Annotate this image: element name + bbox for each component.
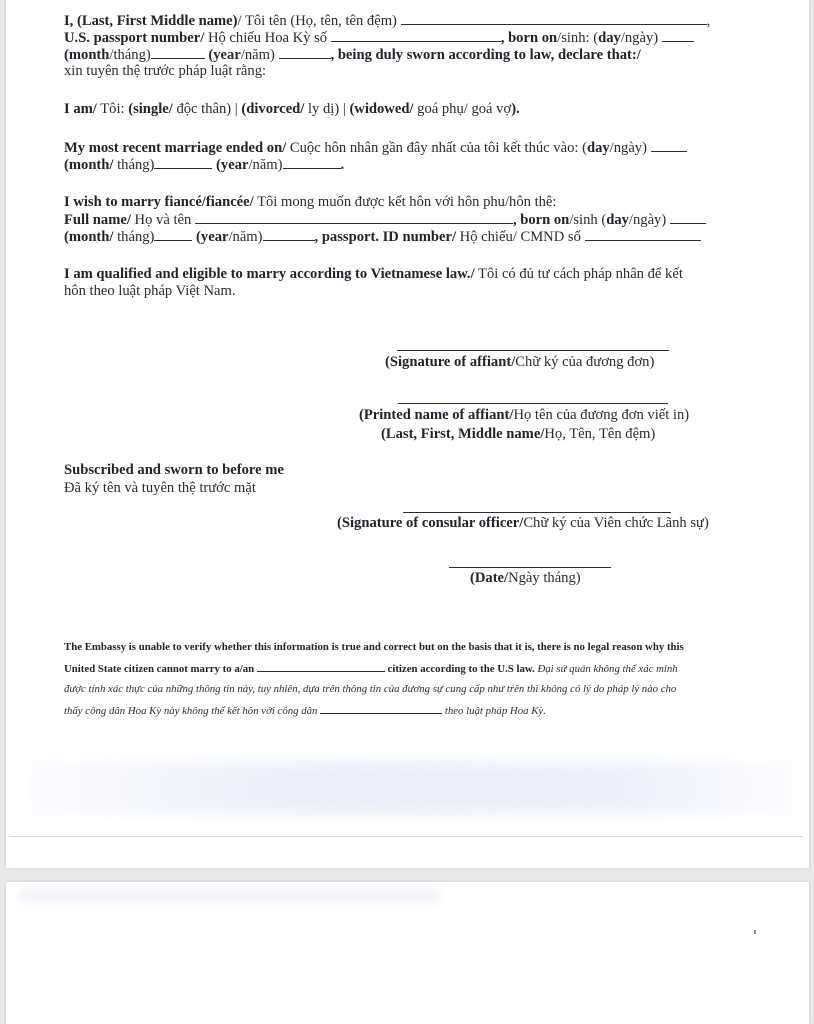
disclaimer-line-1	[64, 641, 684, 654]
caption-vn: Chữ ký của Viên chức Lãnh sự)	[523, 515, 709, 531]
officer-signature-caption	[337, 515, 709, 532]
label-subscribed: Subscribed and sworn to before me	[64, 462, 284, 478]
marriage-day-blank[interactable]	[651, 139, 687, 152]
label-nam: /năm)	[248, 157, 283, 173]
subscribed-line-vn	[64, 480, 256, 497]
disclaimer-text-2c: Đại sứ quán không thể xác minh	[534, 663, 678, 675]
caption-vn: Chữ ký của đương đơn)	[515, 354, 655, 370]
label-day: day	[598, 30, 621, 46]
scan-speck	[754, 930, 756, 934]
qualified-line-2	[64, 283, 236, 300]
label-month: (month/	[64, 157, 114, 173]
fiance-day-blank[interactable]	[670, 211, 706, 224]
option-divorced[interactable]: (divorced/	[241, 101, 305, 117]
label-passport-vn: Hộ chiếu Hoa Kỳ số	[204, 30, 331, 46]
label-full-name-vn: Họ và tên	[130, 212, 195, 228]
marriage-year-blank[interactable]	[283, 156, 341, 169]
label-thang: tháng)	[113, 157, 155, 173]
caption-vn: Họ, Tên, Tên đệm)	[544, 426, 656, 442]
qualified-line	[64, 266, 683, 283]
disclaimer-text-1: The Embassy is unable to verify whether this information is true and correct but on the basis that it is, there is no legal reason why this	[64, 641, 684, 653]
intro-line-name	[64, 12, 710, 30]
label-day: day	[606, 212, 629, 228]
label-day: day	[586, 140, 610, 156]
label-born-on: , born on	[512, 212, 570, 228]
fiance-year-blank[interactable]	[263, 228, 315, 241]
option-single-vn: độc thân) |	[172, 101, 242, 117]
printed-name-line[interactable]	[398, 403, 668, 404]
fiance-passport-blank[interactable]	[585, 228, 701, 241]
document-page-2	[6, 882, 809, 1024]
disclaimer-text-3: được tính xác thực của những thông tin này, tuy nhiên, dựa trên thông tin của đương sự cung cấp như trên thì không có lý do pháp lý nào cho	[64, 683, 677, 695]
label-name: I, (Last, First Middle name)	[64, 13, 238, 29]
caption-vn: Ngày tháng)	[508, 570, 581, 586]
marriage-month-year-line	[64, 156, 344, 174]
printed-name-subcaption	[381, 426, 655, 443]
caption-bold: (Date/	[470, 570, 509, 586]
caption-bold: (Last, First, Middle name/	[381, 426, 545, 442]
label-full-name: Full name/	[64, 212, 131, 228]
affiant-signature-line[interactable]	[397, 350, 669, 351]
disclaimer-line-4	[64, 704, 546, 718]
label-born-on: , born on	[500, 30, 558, 46]
label-toi: Tôi:	[96, 101, 129, 117]
option-single[interactable]: (single/	[128, 101, 173, 117]
label-qualified: I am qualified and eligible to marry according to Vietnamese law./	[64, 266, 475, 282]
marital-status-line	[64, 101, 520, 118]
label-nam: /năm)	[228, 229, 263, 245]
label-name-vn: / Tôi tên (Họ, tên, tên đệm)	[237, 13, 401, 29]
closing-paren: ).	[511, 101, 520, 117]
label-sworn: , being duly sworn according to law, declare that:/	[330, 47, 641, 63]
label-thang: tháng)	[113, 229, 155, 245]
intro-line-month-year	[64, 46, 641, 64]
option-widowed[interactable]: (widowed/	[349, 101, 414, 117]
document-page-1	[6, 0, 809, 868]
month-blank[interactable]	[151, 46, 205, 59]
label-passport: U.S. passport number/	[64, 30, 205, 46]
label-passport-id: , passport. ID number/	[314, 229, 457, 245]
label-ngay: /ngày)	[620, 30, 662, 46]
fiance-name-line	[64, 211, 706, 229]
label-wish-to-marry-vn: Tôi mong muốn được kết hôn với hôn phu/hôn thê:	[253, 194, 557, 210]
label-i-am: I am/	[64, 101, 97, 117]
option-widowed-vn: goá phụ/ goá vợ	[413, 101, 512, 117]
date-line[interactable]	[449, 567, 611, 568]
label-sworn-vn: xin tuyên thệ trước pháp luật rằng:	[64, 63, 267, 79]
printed-name-caption	[359, 407, 689, 424]
label-marriage-ended-vn: Cuộc hôn nhân gần đây nhất của tôi kết thúc vào: (	[286, 140, 587, 156]
scan-smudge	[30, 762, 795, 814]
fiance-name-blank[interactable]	[195, 211, 513, 224]
nationality-blank-vn[interactable]	[320, 704, 442, 714]
label-qualified-vn-2: hôn theo luật pháp Việt Nam.	[64, 283, 236, 299]
officer-signature-line[interactable]	[403, 512, 671, 513]
label-passport-id-vn: Hộ chiếu/ CMND số	[456, 229, 585, 245]
disclaimer-text-4b: theo luật pháp Hoa Kỳ.	[442, 705, 546, 717]
caption-bold: (Signature of affiant/	[385, 354, 516, 370]
label-wish-to-marry: I wish to marry fiancé/fiancée/	[64, 194, 254, 210]
disclaimer-line-2	[64, 662, 678, 676]
fiance-month-blank[interactable]	[154, 228, 192, 241]
year-blank[interactable]	[279, 46, 331, 59]
affiant-signature-caption	[385, 354, 654, 371]
caption-bold: (Signature of consular officer/	[337, 515, 524, 531]
caption-bold: (Printed name of affiant/	[359, 407, 514, 423]
passport-blank[interactable]	[331, 29, 501, 42]
intro-line-passport	[64, 29, 694, 47]
nationality-blank[interactable]	[257, 662, 385, 672]
day-blank[interactable]	[662, 29, 694, 42]
label-year-open: (year	[204, 47, 241, 63]
disclaimer-text-2b: citizen according to the U.S law.	[384, 663, 535, 675]
label-month: (month/	[64, 229, 114, 245]
label-month: (month	[64, 47, 110, 63]
disclaimer-text-2a: United State citizen cannot marry to a/an	[64, 663, 257, 675]
label-qualified-vn: Tôi có đủ tư cách pháp nhân để kết	[474, 266, 683, 282]
label-subscribed-vn: Đã ký tên và tuyên thệ trước mặt	[64, 480, 256, 496]
label-marriage-ended: My most recent marriage ended on/	[64, 140, 287, 156]
marriage-ended-line	[64, 139, 687, 157]
label-nam: /năm)	[240, 47, 279, 63]
intro-line-vn	[64, 63, 266, 80]
label-ngay: /ngày)	[609, 140, 651, 156]
fiance-intro-line	[64, 194, 556, 211]
label-thang: /tháng)	[109, 47, 151, 63]
marriage-month-blank[interactable]	[154, 156, 212, 169]
name-blank[interactable]	[401, 12, 707, 25]
fiance-month-passport-line	[64, 228, 701, 246]
disclaimer-line-3	[64, 683, 676, 696]
comma: ,	[706, 13, 711, 29]
scan-line	[10, 836, 803, 837]
caption-vn: Họ tên của đương đơn viết in)	[513, 407, 690, 423]
label-year: (year	[192, 229, 229, 245]
subscribed-line	[64, 462, 284, 479]
label-ngay: /ngày)	[628, 212, 670, 228]
date-caption	[470, 570, 581, 587]
period: .	[340, 157, 345, 173]
label-year: (year	[212, 157, 249, 173]
label-sinh: /sinh (	[569, 212, 607, 228]
option-divorced-vn: ly dị) |	[304, 101, 350, 117]
disclaimer-text-4a: thấy công dân Hoa Kỳ này không thể kết hôn với công dân	[64, 705, 321, 717]
label-sinh: /sinh: (	[557, 30, 599, 46]
scan-smudge	[20, 888, 440, 902]
